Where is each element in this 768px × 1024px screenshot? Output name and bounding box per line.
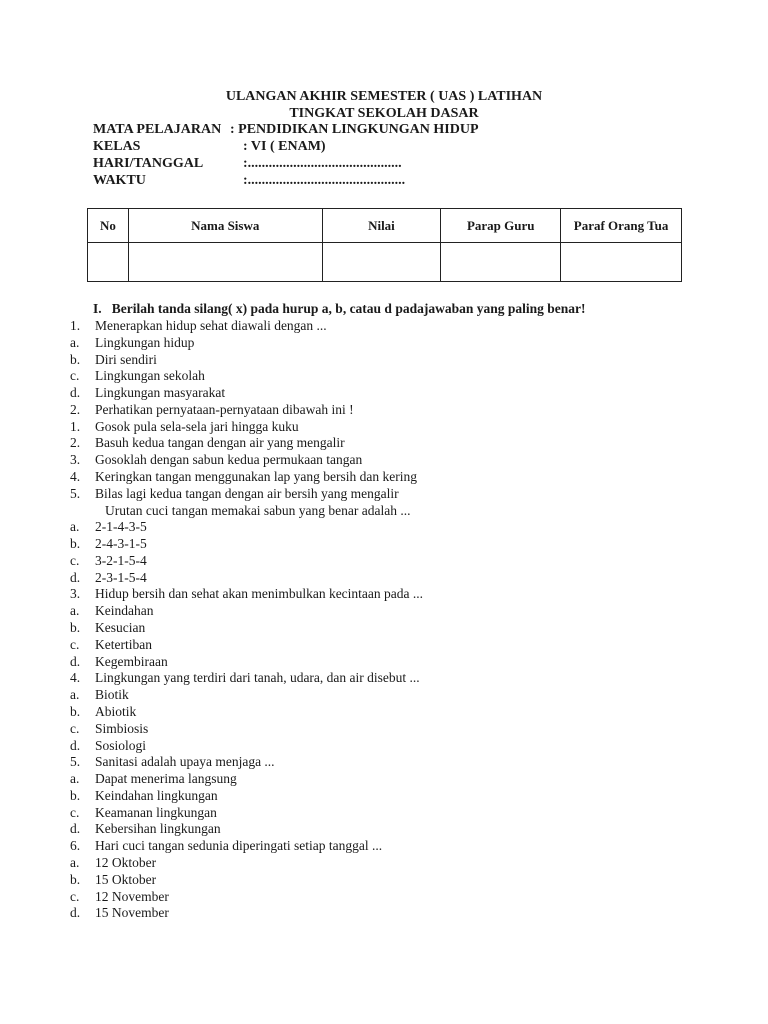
item-text: Lingkungan masyarakat — [95, 385, 226, 401]
item-marker: c. — [70, 552, 80, 568]
item-marker: a. — [70, 854, 80, 870]
item-text: Gosok pula sela-sela jari hingga kuku — [95, 418, 299, 434]
item-marker: d. — [70, 569, 81, 585]
meta-key: KELAS — [93, 139, 141, 154]
item-marker: 2. — [70, 401, 81, 417]
item-marker: a. — [70, 519, 80, 535]
item-text: 12 November — [95, 888, 169, 904]
item-marker: b. — [70, 703, 81, 719]
item-marker: c. — [70, 636, 80, 652]
item-text: 15 November — [95, 905, 169, 921]
item-marker: a. — [70, 603, 80, 619]
meta-value: :............................................ — [243, 156, 402, 171]
header-paraf-orang-tua: Paraf Orang Tua — [561, 209, 682, 243]
item-marker: 4. — [70, 469, 81, 485]
meta-key: WAKTU — [93, 173, 146, 188]
item-text: 3-2-1-5-4 — [95, 552, 147, 568]
item-marker: 2. — [70, 435, 81, 451]
meta-value: : VI ( ENAM) — [243, 139, 326, 154]
header-no: No — [88, 209, 129, 243]
item-marker: a. — [70, 687, 80, 703]
item-text: Keamanan lingkungan — [95, 804, 217, 820]
cell-parap-guru[interactable] — [441, 243, 561, 282]
item-marker: 4. — [70, 670, 81, 686]
item-text: Keindahan — [95, 603, 154, 619]
item-marker: 6. — [70, 838, 81, 854]
item-marker: 3. — [70, 452, 81, 468]
item-text: Diri sendiri — [95, 351, 157, 367]
item-text: Simbiosis — [95, 720, 149, 736]
item-marker: b. — [70, 871, 81, 887]
meta-value: : PENDIDIKAN LINGKUNGAN HIDUP — [230, 122, 479, 137]
item-marker: c. — [70, 368, 80, 384]
item-text: 15 Oktober — [95, 871, 157, 887]
instruction-text: I. Berilah tanda silang( x) pada hurup a, b, catau d padajawaban yang paling benar! — [93, 301, 586, 316]
item-marker: b. — [70, 787, 81, 803]
item-text: Bilas lagi kedua tangan dengan air bersih yang mengalir — [95, 485, 399, 501]
item-text: 2-3-1-5-4 — [95, 569, 147, 585]
item-marker: 1. — [70, 318, 81, 333]
item-text: Lingkungan yang terdiri dari tanah, udara, dan air disebut ... — [95, 670, 420, 686]
item-text: 12 Oktober — [95, 854, 157, 870]
item-text: Abiotik — [95, 703, 137, 719]
item-text: Sosiologi — [95, 737, 147, 753]
item-text: Dapat menerima langsung — [95, 771, 237, 787]
item-marker: c. — [70, 720, 80, 736]
item-marker: d. — [70, 385, 81, 401]
item-marker: b. — [70, 351, 81, 367]
header-parap-guru: Parap Guru — [441, 209, 561, 243]
item-marker: d. — [70, 653, 81, 669]
exam-title: ULANGAN AKHIR SEMESTER ( UAS ) LATIHAN — [225, 89, 543, 104]
item-text: Hari cuci tangan sedunia diperingati setiap tanggal ... — [95, 838, 383, 854]
item-text: 2-4-3-1-5 — [95, 536, 147, 552]
item-text: Gosoklah dengan sabun kedua permukaan tangan — [95, 452, 363, 468]
item-text: 2-1-4-3-5 — [95, 519, 147, 535]
score-table-empty-row — [88, 243, 682, 282]
meta-key: HARI/TANGGAL — [93, 156, 204, 171]
item-marker: d. — [70, 737, 81, 753]
header-nama-siswa: Nama Siswa — [128, 209, 322, 243]
item-text: Keindahan lingkungan — [95, 787, 218, 803]
item-text: Ketertiban — [95, 636, 152, 652]
item-text: Menerapkan hidup sehat diawali dengan ... — [95, 318, 327, 333]
score-table — [87, 208, 682, 282]
exam-subtitle: TINGKAT SEKOLAH DASAR — [289, 106, 479, 121]
item-marker: c. — [70, 804, 80, 820]
item-marker: c. — [70, 888, 80, 904]
item-text: Kesucian — [95, 620, 146, 636]
item-text: Hidup bersih dan sehat akan menimbulkan kecintaan pada ... — [95, 586, 424, 602]
item-text: Lingkungan hidup — [95, 334, 195, 350]
item-text: Urutan cuci tangan memakai sabun yang benar adalah ... — [105, 502, 411, 518]
item-marker: 5. — [70, 754, 81, 770]
item-marker: b. — [70, 620, 81, 636]
item-marker: a. — [70, 771, 80, 787]
meta-value: :............................................. — [243, 173, 406, 188]
cell-nama-siswa[interactable] — [128, 243, 322, 282]
item-marker: a. — [70, 334, 80, 350]
item-marker: d. — [70, 821, 81, 837]
item-text: Perhatikan pernyataan-pernyataan dibawah ini ! — [95, 401, 354, 417]
item-marker: 1. — [70, 418, 81, 434]
item-marker: 3. — [70, 586, 81, 602]
item-text: Keringkan tangan menggunakan lap yang bersih dan kering — [95, 469, 418, 485]
item-text: Basuh kedua tangan dengan air yang mengalir — [95, 435, 345, 451]
item-text: Biotik — [95, 687, 129, 703]
score-table-header-row — [88, 209, 682, 243]
item-text: Kebersihan lingkungan — [95, 821, 221, 837]
item-text: Sanitasi adalah upaya menjaga ... — [95, 754, 275, 770]
item-text: Lingkungan sekolah — [95, 368, 205, 384]
cell-paraf-orang-tua[interactable] — [561, 243, 682, 282]
header-nilai: Nilai — [322, 209, 441, 243]
item-marker: 5. — [70, 485, 81, 501]
cell-no[interactable] — [88, 243, 129, 282]
item-marker: d. — [70, 905, 81, 921]
item-marker: b. — [70, 536, 81, 552]
item-text: Kegembiraan — [95, 653, 168, 669]
cell-nilai[interactable] — [322, 243, 441, 282]
meta-key: MATA PELAJARAN — [93, 122, 222, 137]
